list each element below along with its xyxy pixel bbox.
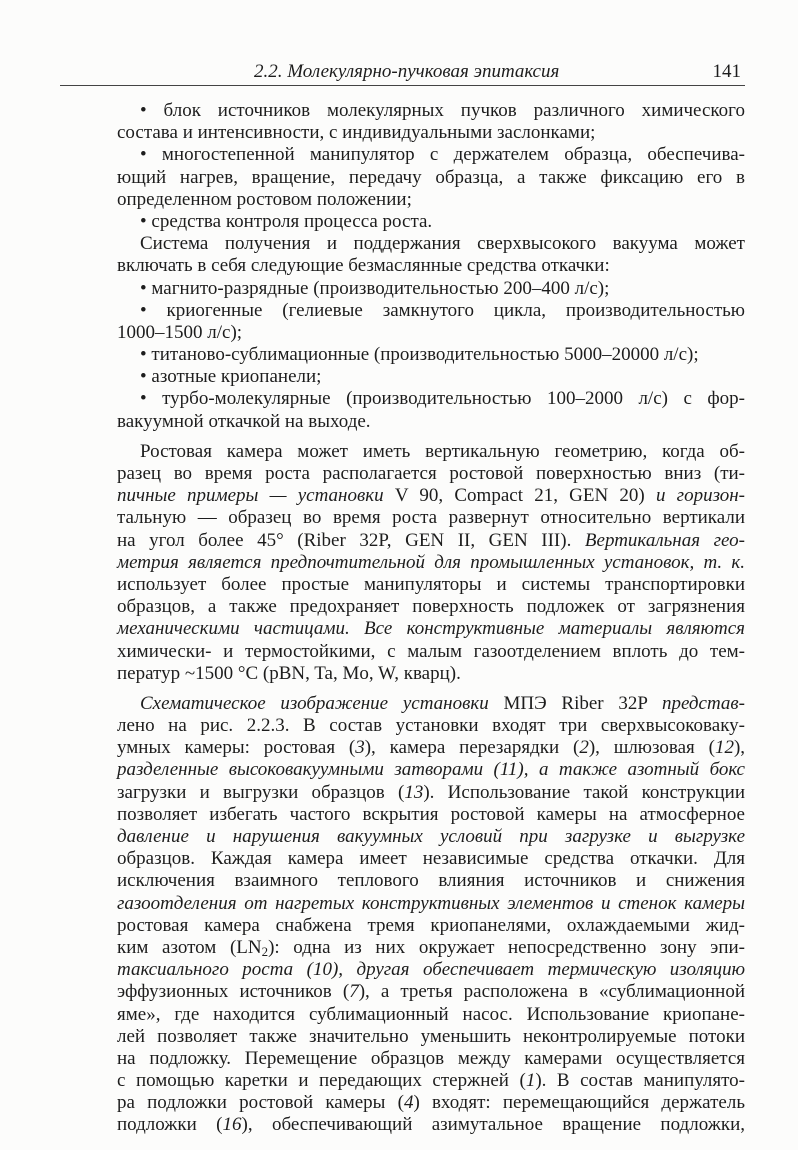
text-line: • блок источников молекулярных пучков различного химического — [140, 100, 745, 121]
text-run: ). Использование такой конструкции — [423, 781, 745, 803]
text-run: с помощью каретки и передающих стержней ( — [117, 1070, 526, 1092]
text-line — [117, 552, 745, 574]
text-run: ): одна из них окружает непосредственно зону эпи- — [268, 936, 745, 958]
text-line: • криогенные (гелиевые замкнутого цикла, производительностью — [140, 299, 745, 321]
italic-run: механическими частицами. Все конструктивные материалы являются — [117, 618, 745, 640]
text-line: позволяет избегать частого вскрытия ростовой камеры на атмосферное — [117, 803, 745, 825]
text-run: на угол более 45° (Riber 32P, GEN II, GEN III). — [117, 529, 585, 551]
bullet-item — [117, 344, 745, 366]
text-line — [117, 782, 745, 804]
text-line: • титаново-сублимационные (производительностью 5000–20000 л/с); — [140, 344, 699, 366]
italic-run: 3 — [355, 737, 365, 759]
italic-run: и горизон- — [655, 485, 745, 507]
italic-run: метрия является предпочтительной для промышленных установок, т. к. — [117, 551, 745, 573]
italic-run: газоотделения от нагретых конструктивных элементов и стенок камеры — [117, 892, 745, 914]
text-line — [117, 1114, 745, 1136]
italic-run: 16 — [222, 1114, 242, 1136]
text-line: • магнито-разрядные (производительностью 200–400 л/с); — [140, 277, 610, 299]
text-line — [117, 618, 745, 640]
text-line: исключения взаимного теплового влияния источников и снижения — [117, 870, 745, 892]
body-text — [117, 100, 745, 1137]
bullet-item — [117, 100, 745, 144]
text-run: ), шлюзовая ( — [588, 737, 715, 759]
text-line: • турбо-молекулярные (производительностью 100–2000 л/с) с фор- — [140, 388, 745, 410]
text-run: V 90, Compact 21, GEN 20) — [383, 485, 656, 507]
text-line — [117, 1070, 745, 1092]
italic-run: разделенные высоковакуумными затворами (11), а также азотный бокс — [117, 759, 745, 781]
text-line: на подложку. Перемещение образцов между камерами осуществляется — [117, 1047, 745, 1069]
paragraph — [117, 441, 745, 685]
text-line: определенном ростовом положении; — [117, 188, 412, 210]
text-line — [117, 530, 745, 552]
italic-run: Вертикальная гео- — [584, 529, 745, 551]
text-run: ), обеспечивающий азимутальное вращение подложки, — [241, 1114, 745, 1136]
italic-run: таксиального роста (10), другая обеспечивает термическую изоляцию — [117, 959, 745, 981]
header-rule — [60, 85, 745, 86]
bullet-item — [117, 388, 745, 432]
subscript-run: 2 — [261, 944, 269, 960]
text-line — [117, 826, 745, 848]
text-line: лей позволяет также значительно уменьшить неконтролируемые потоки — [117, 1025, 745, 1047]
text-line: разец во время роста располагается ростовой поверхностью вниз (ти- — [117, 463, 745, 484]
paragraph — [117, 693, 745, 1137]
text-line: образцов, а также предохраняет поверхность подложек от загрязнения — [117, 596, 745, 618]
italic-run: 12 — [714, 737, 734, 759]
text-run: умных камеры: ростовая ( — [117, 737, 356, 759]
text-line: ющий нагрев, вращение, передачу образца, а также фиксацию его в — [117, 166, 745, 188]
bullet-item — [117, 211, 745, 233]
text-line — [117, 893, 745, 915]
text-line: ператур ~1500 °C (pBN, Ta, Mo, W, кварц). — [117, 662, 461, 684]
text-line: • средства контроля процесса роста. — [140, 210, 433, 232]
italic-run: 1 — [525, 1070, 536, 1092]
text-line: • многостепенной манипулятор с держателем образца, обеспечива- — [140, 144, 745, 166]
text-line — [117, 1092, 745, 1114]
text-line — [117, 485, 745, 507]
text-run: ), — [733, 737, 746, 759]
text-line: 1000–1500 л/с); — [117, 321, 243, 343]
text-run: ким азотом (LN — [117, 936, 262, 958]
italic-run: Схематическое изображение установки — [140, 692, 489, 714]
text-run: МПЭ Riber 32P — [488, 692, 662, 714]
text-line: Ростовая камера может иметь вертикальную геометрию, когда об- — [140, 440, 745, 462]
text-line: лено на рис. 2.2.3. В состав установки входят три сверхвысоковаку- — [117, 715, 745, 737]
italic-run: представ- — [661, 692, 745, 714]
text-line: образцов. Каждая камера имеет независимые средства откачки. Для — [117, 848, 745, 870]
text-line — [117, 693, 745, 715]
text-line: ростовая камера снабжена тремя криопанелями, охлаждаемыми жид- — [117, 914, 745, 936]
text-line: яме», где находится сублимационный насос. Использование криопане- — [117, 1003, 745, 1025]
running-head — [117, 60, 745, 84]
italic-run: 13 — [404, 781, 424, 803]
bullet-item — [117, 278, 745, 300]
bullet-item — [117, 144, 745, 211]
page-number: 141 — [712, 61, 741, 82]
italic-run: пичные примеры — установки — [117, 485, 384, 507]
text-run: загрузки и выгрузки образцов ( — [117, 781, 405, 803]
text-run: ра подложки ростовой камеры ( — [117, 1092, 404, 1114]
bullet-item — [117, 366, 745, 388]
text-run: ). В состав манипулято- — [535, 1070, 746, 1092]
text-run: ) входят: перемещающийся держатель — [413, 1092, 745, 1114]
italic-run: 2 — [579, 737, 589, 759]
italic-run: давление и нарушения вакуумных условий при загрузке и выгрузке — [117, 826, 745, 847]
bullet-item — [117, 300, 745, 344]
text-line: включать в себя следующие безмаслянные средства откачки: — [117, 255, 610, 277]
text-line: химически- и термостойкими, с малым газоотделением вплоть до тем- — [117, 640, 745, 662]
text-line: Система получения и поддержания сверхвысокого вакуума может — [140, 233, 745, 255]
text-line — [117, 937, 745, 959]
text-line: вакуумной откачкой на выходе. — [117, 410, 371, 432]
text-run: эффузионных источников ( — [117, 981, 350, 1003]
text-run: ), камера перезарядки ( — [364, 737, 580, 759]
running-title: 2.2. Молекулярно-пучковая эпитаксия — [254, 61, 560, 82]
italic-run: 7 — [349, 981, 359, 1003]
text-line — [117, 959, 745, 981]
text-run: подложки ( — [117, 1114, 223, 1136]
text-line — [117, 759, 745, 781]
text-line: использует более простые манипуляторы и системы транспортировки — [117, 573, 745, 595]
text-line: • азотные криопанели; — [140, 366, 322, 388]
paragraph — [117, 233, 745, 277]
italic-run: 4 — [403, 1092, 414, 1114]
text-line: тальную — образец во время роста развернут относительно вертикали — [117, 507, 745, 529]
text-line — [117, 737, 745, 759]
text-line: состава и интенсивности, с индивидуальными заслонками; — [117, 122, 596, 144]
text-line — [117, 981, 745, 1003]
text-run: ), а третья расположена в «сублимационной — [358, 981, 745, 1003]
